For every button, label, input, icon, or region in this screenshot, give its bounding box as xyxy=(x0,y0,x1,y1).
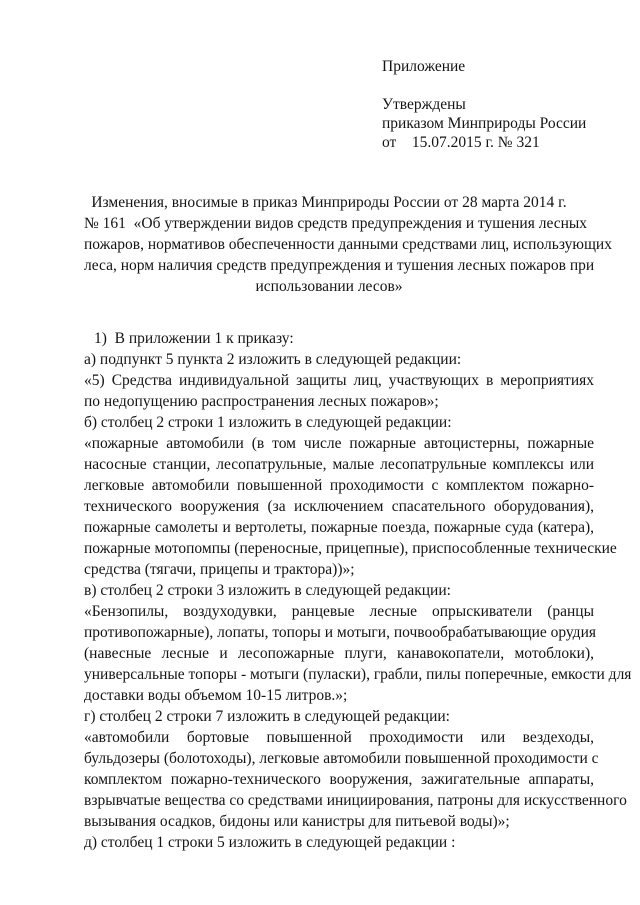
subitem-b-text-line: насосные станции, лесопатрульные, малые лесопатрульные комплексы или xyxy=(84,456,594,473)
subitem-v-text-line: универсальные топоры - мотыги (пуласки), грабли, пилы поперечные, емкости для xyxy=(84,666,632,683)
subitem-a-intro: а) подпункт 5 пункта 2 изложить в следующей редакции: xyxy=(84,351,462,368)
subitem-b-text-line: технического вооружения (за исключением спасательного оборудования), xyxy=(84,498,594,515)
subitem-v-intro: в) столбец 2 строки 3 изложить в следующей редакции: xyxy=(84,582,451,599)
approved-by-order: приказом Минприроды России xyxy=(382,115,587,132)
subitem-v-text-line: (навесные лесные и лесопожарные плуги, канавокопатели, мотоблоки), xyxy=(84,645,594,662)
document-title xyxy=(84,192,612,297)
appendix-label: Приложение xyxy=(382,58,466,75)
title-line: леса, норм наличия средств предупреждения и тушения лесных пожаров при xyxy=(84,257,595,274)
subitem-g-text-line: вызывания осадков, бидоны или канистры для питьевой воды)»; xyxy=(84,813,510,830)
item-1-heading: 1) В приложении 1 к приказу: xyxy=(94,330,294,347)
subitem-g-text-line: комплектом пожарно-технического вооружения, зажигательные аппараты, xyxy=(84,771,594,788)
subitem-b-text-line: «пожарные автомобили (в том числе пожарные автоцистерны, пожарные xyxy=(84,435,594,452)
title-line: Изменения, вносимые в приказ Минприроды России от 28 марта 2014 г. xyxy=(91,194,567,211)
title-line: № 161 «Об утверждении видов средств предупреждения и тушения лесных xyxy=(84,215,588,232)
subitem-b-intro: б) столбец 2 строки 1 изложить в следующей редакции: xyxy=(84,414,452,431)
subitem-a-text-line: «5) Средства индивидуальной защиты лиц, участвующих в мероприятиях xyxy=(84,372,594,389)
subitem-g-text-line: бульдозеры (болотоходы), легковые автомобили повышенной проходимости с xyxy=(84,750,599,767)
subitem-b-text-line: легковые автомобили повышенной проходимости с комплектом пожарно- xyxy=(84,477,594,494)
subitem-v-text-line: «Бензопилы, воздуходувки, ранцевые лесные опрыскиватели (ранцы xyxy=(84,603,594,620)
approved-label: Утверждены xyxy=(382,96,466,113)
subitem-g-text-line: взрывчатые вещества со средствами инициирования, патроны для искусственного xyxy=(84,792,627,809)
subitem-g-text-line: «автомобили бортовые повышенной проходимости или вездеходы, xyxy=(84,729,594,746)
subitem-b-text-line: пожарные мотопомпы (переносные, прицепные), приспособленные технические xyxy=(84,540,617,557)
subitem-b-text-line: средства (тягачи, прицепы и трактора))»; xyxy=(84,561,355,578)
approval-block xyxy=(382,57,586,152)
subitem-a-text-line: по недопущению распространения лесных пожаров»; xyxy=(84,393,439,410)
subitem-v-text-line: противопожарные), лопаты, топоры и мотыги, почвообрабатывающие орудия xyxy=(84,624,596,641)
title-line: пожаров, нормативов обеспеченности данными средствами лиц, использующих xyxy=(84,236,612,253)
document-body xyxy=(84,328,632,853)
subitem-g-intro: г) столбец 2 строки 7 изложить в следующей редакции: xyxy=(84,708,450,725)
subitem-b-text-line: пожарные самолеты и вертолеты, пожарные поезда, пожарные суда (катера), xyxy=(84,519,594,536)
subitem-d-intro: д) столбец 1 строки 5 изложить в следующей редакции : xyxy=(84,834,456,851)
subitem-v-text-line: доставки воды объемом 10-15 литров.»; xyxy=(84,687,348,704)
approval-date-number: от 15.07.2015 г. № 321 xyxy=(382,134,540,151)
title-line: использовании лесов» xyxy=(255,278,403,295)
